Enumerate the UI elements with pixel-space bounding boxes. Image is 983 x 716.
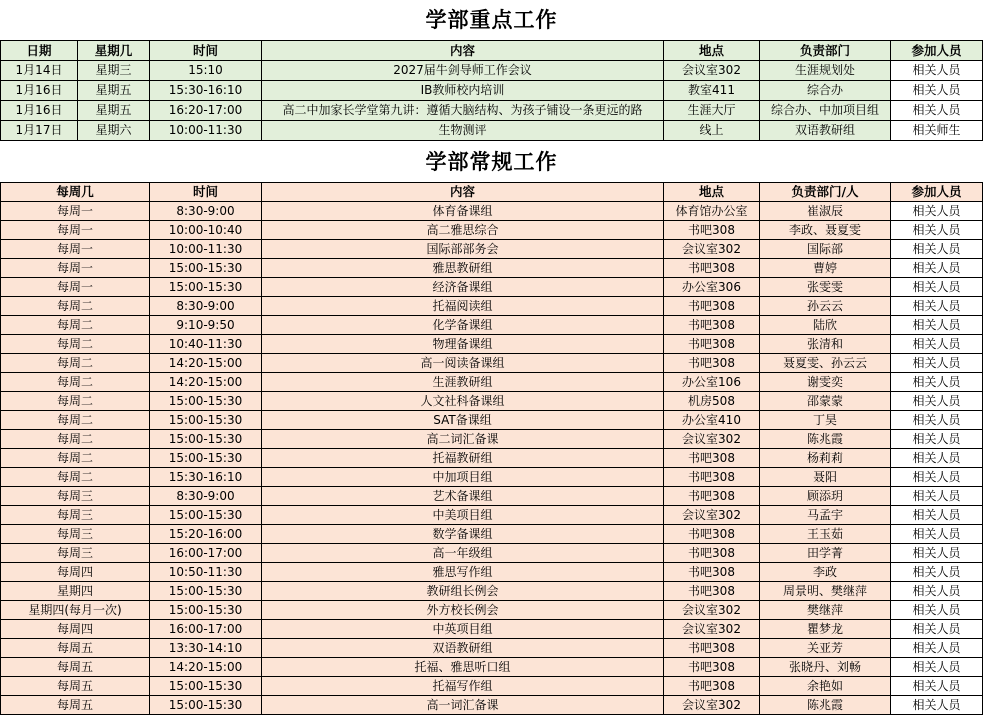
table-row: [1, 221, 983, 240]
table-cell: 书吧308: [664, 582, 760, 601]
table-cell: 田学菁: [760, 544, 891, 563]
table-cell: 体育备课组: [262, 202, 664, 221]
table-row: [1, 259, 983, 278]
table-cell: 16:00-17:00: [150, 620, 262, 639]
table-cell: 生涯规划处: [760, 61, 891, 81]
table-row: [1, 582, 983, 601]
table-cell: 相关人员: [891, 221, 983, 240]
table-cell: 相关人员: [891, 449, 983, 468]
table-row: [1, 278, 983, 297]
table-cell: 15:00-15:30: [150, 677, 262, 696]
column-header: 每周几: [1, 183, 150, 202]
table-cell: 相关人员: [891, 392, 983, 411]
table-cell: 每周一: [1, 259, 150, 278]
table-cell: 每周四: [1, 563, 150, 582]
table-cell: 15:00-15:30: [150, 601, 262, 620]
routine-work-table: [0, 182, 983, 715]
table-cell: 每周二: [1, 430, 150, 449]
table-cell: 会议室302: [664, 240, 760, 259]
column-header: 内容: [262, 41, 664, 61]
table-cell: 10:00-11:30: [150, 121, 262, 141]
table-cell: 陈兆霞: [760, 696, 891, 715]
key-work-title: 学部重点工作: [425, 7, 558, 32]
table-cell: 经济备课组: [262, 278, 664, 297]
table-cell: 会议室302: [664, 506, 760, 525]
table-cell: 15:00-15:30: [150, 392, 262, 411]
table-row: [1, 373, 983, 392]
table-cell: 每周二: [1, 411, 150, 430]
table-cell: 书吧308: [664, 525, 760, 544]
table-cell: 会议室302: [664, 696, 760, 715]
table-cell: 10:00-11:30: [150, 240, 262, 259]
table-cell: 生物测评: [262, 121, 664, 141]
table-row: [1, 696, 983, 715]
table-cell: 丁昊: [760, 411, 891, 430]
table-cell: 书吧308: [664, 449, 760, 468]
table-row: [1, 297, 983, 316]
table-cell: 书吧308: [664, 563, 760, 582]
table-cell: 生涯教研组: [262, 373, 664, 392]
table-cell: 每周五: [1, 639, 150, 658]
table-row: [1, 525, 983, 544]
table-cell: 李政: [760, 563, 891, 582]
table-row: [1, 620, 983, 639]
table-cell: 相关人员: [891, 525, 983, 544]
table-cell: 每周五: [1, 677, 150, 696]
table-cell: 14:20-15:00: [150, 373, 262, 392]
column-header: 日期: [1, 41, 78, 61]
table-cell: 陈兆霞: [760, 430, 891, 449]
table-row: [1, 430, 983, 449]
table-cell: 相关人员: [891, 506, 983, 525]
table-cell: 1月16日: [1, 81, 78, 101]
table-cell: 星期三: [78, 61, 150, 81]
table-cell: 15:00-15:30: [150, 696, 262, 715]
table-cell: 邵蒙蒙: [760, 392, 891, 411]
table-cell: 托福阅读组: [262, 297, 664, 316]
table-cell: 书吧308: [664, 468, 760, 487]
table-cell: 书吧308: [664, 335, 760, 354]
table-cell: 每周五: [1, 658, 150, 677]
key-work-table: [0, 40, 983, 141]
table-cell: SAT备课组: [262, 411, 664, 430]
table-cell: 相关人员: [891, 259, 983, 278]
table-cell: 化学备课组: [262, 316, 664, 335]
table-cell: 生涯大厅: [664, 101, 760, 121]
table-cell: 15:00-15:30: [150, 430, 262, 449]
table-cell: 每周一: [1, 240, 150, 259]
table-cell: 办公室410: [664, 411, 760, 430]
table-row: [1, 61, 983, 81]
table-row: [1, 316, 983, 335]
table-cell: 星期四: [1, 582, 150, 601]
table-cell: 15:00-15:30: [150, 506, 262, 525]
table-cell: 星期四(每月一次): [1, 601, 150, 620]
table-cell: 体育馆办公室: [664, 202, 760, 221]
table-cell: 书吧308: [664, 639, 760, 658]
table-cell: 相关人员: [891, 297, 983, 316]
table-cell: 崔淑辰: [760, 202, 891, 221]
table-cell: 每周四: [1, 620, 150, 639]
table-cell: 书吧308: [664, 221, 760, 240]
table-cell: 聂夏雯、孙云云: [760, 354, 891, 373]
table-cell: IB教师校内培训: [262, 81, 664, 101]
table-cell: 相关人员: [891, 677, 983, 696]
routine-work-title: 学部常规工作: [425, 149, 558, 174]
table-cell: 双语教研组: [262, 639, 664, 658]
column-header: 时间: [150, 183, 262, 202]
table-row: [1, 240, 983, 259]
table-row: [1, 601, 983, 620]
table-cell: 每周二: [1, 373, 150, 392]
table-cell: 教研组长例会: [262, 582, 664, 601]
routine-work-header-row: [1, 183, 983, 202]
table-cell: 会议室302: [664, 620, 760, 639]
table-cell: 8:30-9:00: [150, 487, 262, 506]
table-cell: 1月16日: [1, 101, 78, 121]
table-cell: 物理备课组: [262, 335, 664, 354]
table-cell: 书吧308: [664, 487, 760, 506]
table-cell: 相关人员: [891, 639, 983, 658]
table-cell: 每周二: [1, 316, 150, 335]
column-header: 参加人员: [891, 183, 983, 202]
table-cell: 余艳如: [760, 677, 891, 696]
table-cell: 相关人员: [891, 544, 983, 563]
table-cell: 每周三: [1, 487, 150, 506]
table-cell: 高一词汇备课: [262, 696, 664, 715]
table-cell: 14:20-15:00: [150, 354, 262, 373]
table-cell: 曹婷: [760, 259, 891, 278]
table-cell: 15:20-16:00: [150, 525, 262, 544]
table-cell: 机房508: [664, 392, 760, 411]
table-cell: 10:40-11:30: [150, 335, 262, 354]
column-header: 负责部门/人: [760, 183, 891, 202]
table-cell: 国际部部务会: [262, 240, 664, 259]
table-cell: 会议室302: [664, 601, 760, 620]
table-row: [1, 411, 983, 430]
table-row: [1, 101, 983, 121]
table-cell: 中美项目组: [262, 506, 664, 525]
table-cell: 相关人员: [891, 354, 983, 373]
table-row: [1, 677, 983, 696]
table-cell: 每周二: [1, 392, 150, 411]
table-row: [1, 487, 983, 506]
table-cell: 综合办: [760, 81, 891, 101]
table-cell: 高二中加家长学堂第九讲：遵循大脑结构、为孩子铺设一条更远的路: [262, 101, 664, 121]
table-cell: 相关人员: [891, 278, 983, 297]
table-cell: 相关人员: [891, 240, 983, 259]
table-cell: 相关师生: [891, 121, 983, 141]
table-cell: 15:00-15:30: [150, 411, 262, 430]
table-cell: 每周二: [1, 354, 150, 373]
table-cell: 相关人员: [891, 61, 983, 81]
table-cell: 关亚芳: [760, 639, 891, 658]
table-cell: 8:30-9:00: [150, 202, 262, 221]
table-cell: 书吧308: [664, 658, 760, 677]
table-cell: 双语教研组: [760, 121, 891, 141]
table-cell: 张雯雯: [760, 278, 891, 297]
table-cell: 高一年级组: [262, 544, 664, 563]
table-cell: 相关人员: [891, 658, 983, 677]
table-cell: 每周一: [1, 278, 150, 297]
table-cell: 相关人员: [891, 335, 983, 354]
table-cell: 书吧308: [664, 354, 760, 373]
table-cell: 周景明、樊继萍: [760, 582, 891, 601]
table-cell: 每周一: [1, 202, 150, 221]
table-cell: 相关人员: [891, 468, 983, 487]
table-cell: 张清和: [760, 335, 891, 354]
table-cell: 雅思教研组: [262, 259, 664, 278]
table-cell: 雅思写作组: [262, 563, 664, 582]
table-cell: 16:00-17:00: [150, 544, 262, 563]
table-cell: 15:30-16:10: [150, 81, 262, 101]
table-cell: 星期五: [78, 101, 150, 121]
table-cell: 综合办、中加项目组: [760, 101, 891, 121]
table-cell: 线上: [664, 121, 760, 141]
key-work-header-row: [1, 41, 983, 61]
table-row: [1, 121, 983, 141]
table-cell: 相关人员: [891, 696, 983, 715]
table-cell: 相关人员: [891, 620, 983, 639]
table-row: [1, 81, 983, 101]
table-cell: 聂阳: [760, 468, 891, 487]
table-cell: 杨莉莉: [760, 449, 891, 468]
table-cell: 办公室106: [664, 373, 760, 392]
column-header: 负责部门: [760, 41, 891, 61]
table-cell: 9:10-9:50: [150, 316, 262, 335]
table-row: [1, 658, 983, 677]
table-cell: 15:00-15:30: [150, 259, 262, 278]
table-cell: 相关人员: [891, 563, 983, 582]
table-cell: 相关人员: [891, 430, 983, 449]
table-cell: 艺术备课组: [262, 487, 664, 506]
table-cell: 高二词汇备课: [262, 430, 664, 449]
table-cell: 办公室306: [664, 278, 760, 297]
column-header: 地点: [664, 41, 760, 61]
table-row: [1, 449, 983, 468]
table-cell: 2027届牛剑导师工作会议: [262, 61, 664, 81]
table-cell: 中加项目组: [262, 468, 664, 487]
table-cell: 张晓丹、刘畅: [760, 658, 891, 677]
table-cell: 马孟宇: [760, 506, 891, 525]
table-row: [1, 506, 983, 525]
table-cell: 1月14日: [1, 61, 78, 81]
table-cell: 书吧308: [664, 259, 760, 278]
column-header: 参加人员: [891, 41, 983, 61]
table-cell: 书吧308: [664, 316, 760, 335]
table-cell: 每周三: [1, 544, 150, 563]
table-cell: 国际部: [760, 240, 891, 259]
table-cell: 外方校长例会: [262, 601, 664, 620]
column-header: 星期几: [78, 41, 150, 61]
table-cell: 人文社科备课组: [262, 392, 664, 411]
table-cell: 书吧308: [664, 677, 760, 696]
table-cell: 星期六: [78, 121, 150, 141]
table-cell: 陆欣: [760, 316, 891, 335]
table-cell: 教室411: [664, 81, 760, 101]
table-cell: 15:00-15:30: [150, 278, 262, 297]
table-cell: 13:30-14:10: [150, 639, 262, 658]
table-cell: 每周二: [1, 449, 150, 468]
table-cell: 孙云云: [760, 297, 891, 316]
table-cell: 高一阅读备课组: [262, 354, 664, 373]
table-cell: 15:00-15:30: [150, 582, 262, 601]
column-header: 地点: [664, 183, 760, 202]
table-cell: 相关人员: [891, 202, 983, 221]
table-cell: 王玉茹: [760, 525, 891, 544]
table-row: [1, 639, 983, 658]
table-cell: 16:20-17:00: [150, 101, 262, 121]
table-cell: 会议室302: [664, 430, 760, 449]
table-cell: 会议室302: [664, 61, 760, 81]
table-cell: 每周二: [1, 297, 150, 316]
table-cell: 樊继萍: [760, 601, 891, 620]
table-cell: 相关人员: [891, 582, 983, 601]
table-cell: 相关人员: [891, 601, 983, 620]
table-cell: 谢雯奕: [760, 373, 891, 392]
column-header: 内容: [262, 183, 664, 202]
table-cell: 顾添玥: [760, 487, 891, 506]
table-cell: 10:00-10:40: [150, 221, 262, 240]
table-cell: 书吧308: [664, 544, 760, 563]
table-cell: 每周三: [1, 506, 150, 525]
table-cell: 每周三: [1, 525, 150, 544]
table-cell: 14:20-15:00: [150, 658, 262, 677]
key-work-body: [1, 61, 983, 141]
table-cell: 书吧308: [664, 297, 760, 316]
table-cell: 8:30-9:00: [150, 297, 262, 316]
table-cell: 相关人员: [891, 81, 983, 101]
table-row: [1, 392, 983, 411]
table-cell: 15:00-15:30: [150, 449, 262, 468]
table-row: [1, 354, 983, 373]
table-cell: 托福、雅思听口组: [262, 658, 664, 677]
routine-work-body: [1, 202, 983, 715]
table-row: [1, 202, 983, 221]
table-cell: 每周五: [1, 696, 150, 715]
table-cell: 相关人员: [891, 487, 983, 506]
table-cell: 托福写作组: [262, 677, 664, 696]
table-cell: 相关人员: [891, 373, 983, 392]
table-row: [1, 544, 983, 563]
table-cell: 相关人员: [891, 316, 983, 335]
table-cell: 每周二: [1, 335, 150, 354]
table-row: [1, 563, 983, 582]
table-cell: 相关人员: [891, 411, 983, 430]
table-cell: 数学备课组: [262, 525, 664, 544]
table-cell: 1月17日: [1, 121, 78, 141]
table-cell: 托福教研组: [262, 449, 664, 468]
table-cell: 15:10: [150, 61, 262, 81]
table-row: [1, 468, 983, 487]
table-cell: 李政、聂夏雯: [760, 221, 891, 240]
column-header: 时间: [150, 41, 262, 61]
table-cell: 每周一: [1, 221, 150, 240]
table-cell: 15:30-16:10: [150, 468, 262, 487]
table-cell: 10:50-11:30: [150, 563, 262, 582]
table-cell: 相关人员: [891, 101, 983, 121]
table-cell: 中英项目组: [262, 620, 664, 639]
table-cell: 瞿梦龙: [760, 620, 891, 639]
table-row: [1, 335, 983, 354]
table-cell: 每周二: [1, 468, 150, 487]
table-cell: 高二雅思综合: [262, 221, 664, 240]
table-cell: 星期五: [78, 81, 150, 101]
